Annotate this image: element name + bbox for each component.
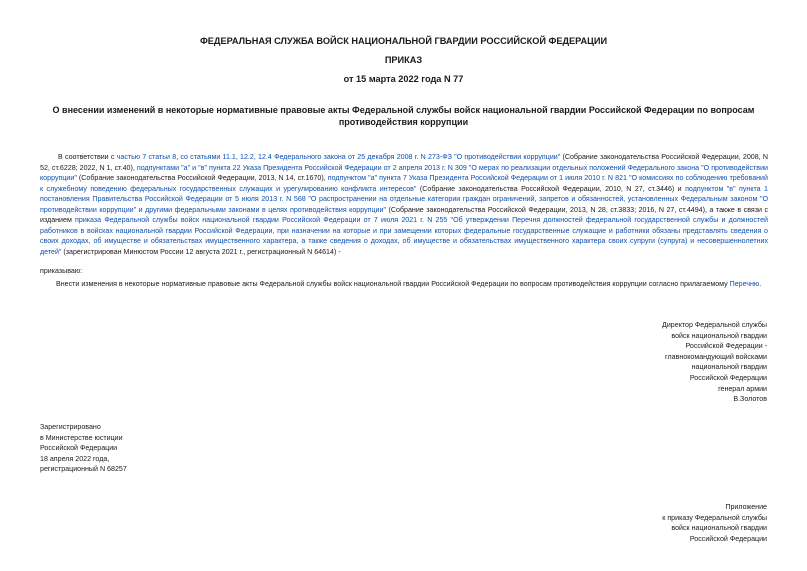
registration-line: регистрационный N 68257	[40, 465, 127, 474]
registration-line: 18 апреля 2022 года,	[40, 454, 110, 463]
document-type: ПРИКАЗ	[384, 55, 423, 65]
appendix-line: к приказу Федеральной службы	[662, 513, 767, 522]
legal-reference-link[interactable]: приказа Федеральной службы войск национальной гвардии Российской Федерации от 7 июля 2021 г. N 255 "Об утверждении Перечня должностей федеральной государственной службы и должностей работников в войсках национальной гвардии Российской Федерации, при назначении на которые и при замещении которых федеральные государственные служащие и работники обязаны представлять сведения о своих доходах, об имуществе и обязательствах имущественного характера, а также сведения о доходах, об имуществе и обязательствах имущественного характера своих супруги (супруга) и несовершеннолетних детей"	[40, 216, 768, 256]
appendix-line: Приложение	[725, 503, 767, 511]
legal-reference-link[interactable]: подпунктом "а" пункта 7 Указа Президента Российской Федерации от 1 июля 2010 г. N 821 "О комиссиях по соблюдению требований к служебному поведению федеральных государственных служащих и урегулированию конфликта интересов"	[40, 174, 768, 193]
signature-line: Директор Федеральной службы	[662, 321, 767, 329]
preamble-paragraph	[40, 152, 768, 257]
registration-block	[40, 422, 240, 475]
signature-line: В.Золотов	[733, 395, 767, 404]
legal-reference-link[interactable]: частью 7 статьи 8	[116, 153, 177, 161]
appendix-line: Российской Федерации	[689, 534, 767, 543]
legal-reference-link[interactable]: со статьями 11.1, 12.2, 12.4 Федерального закона от 25 декабря 2008 г. N 273-ФЗ "О противодействии коррупции"	[180, 153, 561, 161]
registration-line: в Министерстве юстиции	[40, 433, 123, 442]
signature-line: генерал армии	[718, 384, 767, 393]
appendix-block	[560, 502, 767, 544]
signature-line: войск национальной гвардии	[671, 331, 767, 340]
signature-line: Российской Федерации -	[685, 342, 767, 351]
appendix-line: войск национальной гвардии	[671, 524, 767, 533]
document-title: О внесении изменений в некоторые нормативные правовые акты Федеральной службы войск национальной гвардии Российской Федерации по вопросам противодействия коррупции	[52, 105, 755, 127]
order-end: .	[759, 280, 762, 288]
signature-line: национальной гвардии	[691, 363, 767, 372]
preamble-text: (Собрание законодательства Российской Федерации, 2013, N 28, ст.3833; 2016, N 27, ст.4494), а также в связи с изданием	[40, 205, 768, 225]
preamble-text: (зарегистрирован Минюстом России 12 августа 2021 г., регистрационный N 64614) -	[61, 247, 341, 256]
order-word: приказываю:	[40, 267, 83, 275]
appendix-list-link[interactable]: Перечню	[729, 280, 760, 288]
preamble-text: ,	[176, 153, 181, 161]
signature-line: Российской Федерации	[689, 373, 767, 382]
signature-block	[560, 320, 767, 405]
order-paragraph	[56, 279, 768, 290]
preamble-text: В соответствии с	[58, 153, 117, 161]
order-text: Внести изменения в некоторые нормативные правовые акты Федеральной службы войск национальной гвардии Российской Федерации по вопросам противодействия коррупции согласно прилагаемому	[56, 280, 730, 288]
preamble-text: (Собрание законодательства Российской Федерации, 2010, N 27, ст.3446) и	[416, 184, 686, 193]
legal-reference-link[interactable]: подпунктами "а" и "в" пункта 22 Указа Президента Российской Федерации от 2 апреля 2013 г. N 309 "О мерах по реализации отдельных положений Федерального закона "О противодействии коррупции"	[40, 163, 768, 183]
legal-reference-link[interactable]: подпунктом "в" пункта 1 постановления Правительства Российской Федерации от 5 июля 2013 г. N 568 "О распространении на отдельные категории граждан ограничений, запретов и обязанностей, установленных Федеральным законом "О противодействии коррупции" и другими федеральными законами в целях противодействия коррупции"	[40, 184, 769, 214]
agency-header: ФЕДЕРАЛЬНАЯ СЛУЖБА ВОЙСК НАЦИОНАЛЬНОЙ ГВАРДИИ РОССИЙСКОЙ ФЕДЕРАЦИИ	[199, 36, 608, 46]
registration-line: Российской Федерации	[40, 444, 118, 453]
document-date-number: от 15 марта 2022 года N 77	[343, 74, 464, 84]
signature-line: главнокомандующий войсками	[665, 352, 767, 361]
registration-line: Зарегистрировано	[40, 423, 101, 431]
preamble-text: (Собрание законодательства Российской Федерации, 2013, N 14, ст.1670),	[76, 174, 328, 183]
preamble-text: (Собрание законодательства Российской Федерации, 2008, N 52, ст.6228; 2022, N 1, ст.40),	[40, 153, 769, 172]
